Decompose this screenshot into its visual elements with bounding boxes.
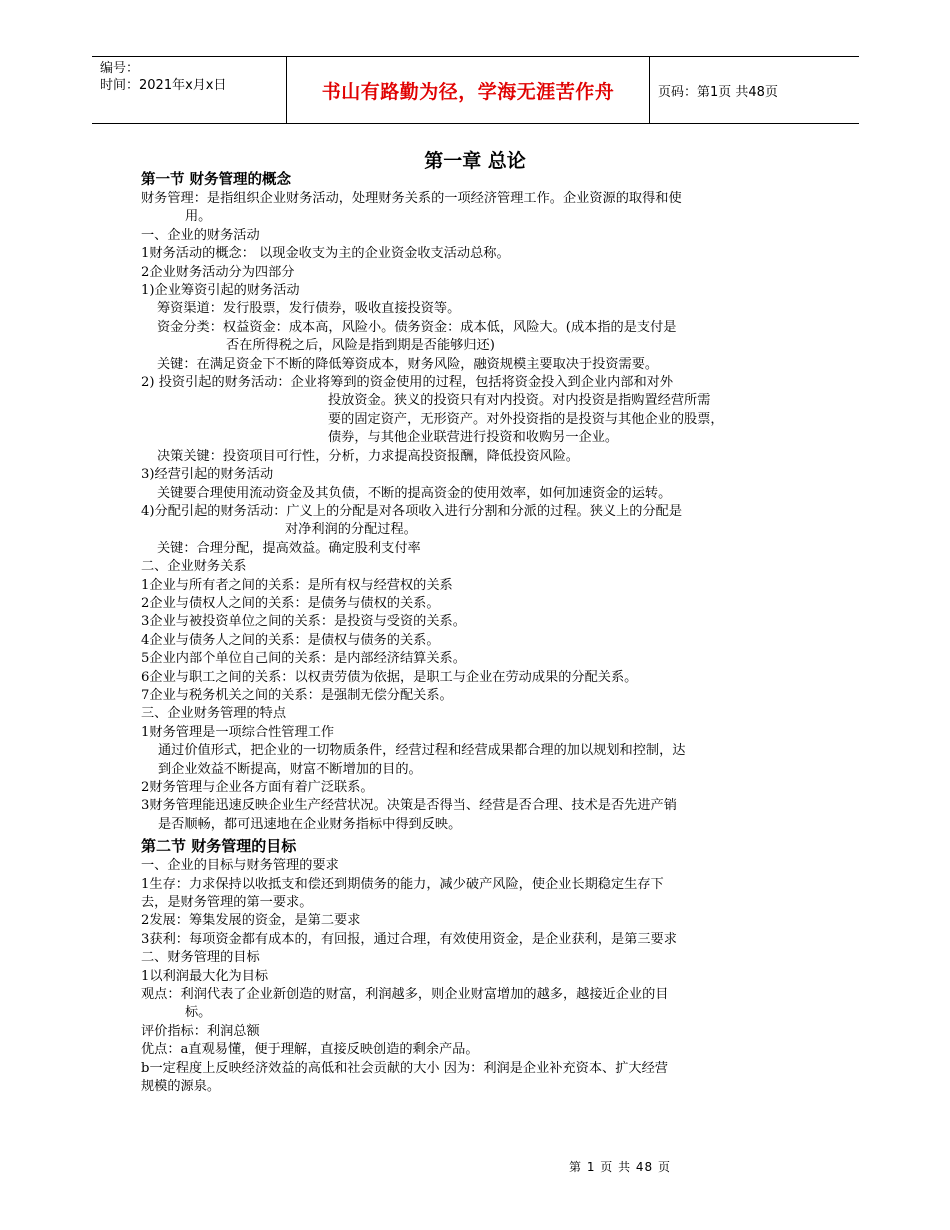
text-line: 1财务活动的概念： 以现金收支为主的企业资金收支活动总称。 <box>141 246 510 262</box>
text-line: 2发展：筹集发展的资金，是第二要求 <box>141 913 361 929</box>
text-line: 投放资金。狭义的投资只有对内投资。对内投资是指购置经营所需 <box>328 393 711 409</box>
text-line: 优点：a直观易懂，便于理解，直接反映创造的剩余产品。 <box>141 1042 479 1058</box>
page-info-text: 页码：第1页 共48页 <box>658 84 778 100</box>
text-line: 用。 <box>185 209 212 225</box>
text-line: 三、企业财务管理的特点 <box>141 706 287 722</box>
text-line: 3财务管理能迅速反映企业生产经营状况。决策是否得当、经营是否合理、技术是否先进产销 <box>141 798 677 814</box>
text-line: 决策关键：投资项目可行性，分析，力求提高投资报酬，降低投资风险。 <box>157 448 579 464</box>
text-line: 财务管理：是指组织企业财务活动，处理财务关系的一项经济管理工作。企业资源的取得和使 <box>141 191 682 206</box>
text-line: b一定程度上反映经济效益的高低和社会贡献的大小 因为：利润是企业补充资本、扩大经营 <box>141 1060 668 1076</box>
motto-text: 书山有路勤为径，学海无涯苦作舟 <box>321 80 615 103</box>
text-line: 去，是财务管理的第一要求。 <box>141 895 313 911</box>
text-line: 4企业与债务人之间的关系：是债权与债务的关系。 <box>141 632 440 648</box>
text-line: 1)企业筹资引起的财务活动 <box>141 283 300 299</box>
document-header <box>92 56 859 124</box>
header-meta <box>92 57 286 123</box>
text-line: 1以利润最大化为目标 <box>141 968 269 984</box>
text-line: 2企业与债权人之间的关系：是债务与债权的关系。 <box>141 595 440 611</box>
text-line: 关键：在满足资金下不断的降低筹资成本，财务风险，融资规模主要取决于投资需要。 <box>157 356 659 372</box>
text-line: 否在所得税之后，风险是指到期是否能够归还) <box>226 338 495 354</box>
text-line: 3企业与被投资单位之间的关系：是投资与受资的关系。 <box>141 614 466 630</box>
text-line: 资金分类：权益资金：成本高，风险小。债务资金：成本低，风险大。(成本指的是支付是 <box>157 319 677 335</box>
page-footer: 第 1 页 共 48 页 <box>569 1160 671 1174</box>
text-line: 观点：利润代表了企业新创造的财富，利润越多，则企业财富增加的越多，越接近企业的目 <box>141 987 669 1003</box>
chapter-title: 第一章 总论 <box>424 150 526 172</box>
text-line: 一、企业的财务活动 <box>141 227 260 243</box>
text-line: 2) 投资引起的财务活动：企业将筹到的资金使用的过程，包括将资金投入到企业内部和对外 <box>141 375 674 391</box>
text-line: 通过价值形式，把企业的一切物质条件，经营过程和经营成果都合理的加以规划和控制，达 <box>158 743 686 759</box>
text-line: 1企业与所有者之间的关系：是所有权与经营权的关系 <box>141 577 453 593</box>
text-line: 规模的源泉。 <box>141 1079 221 1095</box>
text-line: 对净利润的分配过程。 <box>285 522 417 538</box>
section-heading: 第二节 财务管理的目标 <box>141 837 297 856</box>
text-line: 关键：合理分配，提高效益。确定股利支付率 <box>157 540 421 556</box>
header-motto-cell <box>286 57 650 123</box>
text-line: 标。 <box>185 1005 212 1021</box>
text-line: 2企业财务活动分为四部分 <box>141 264 295 280</box>
code-label: 编号： <box>100 61 140 76</box>
text-line: 债券，与其他企业联营进行投资和收购另一企业。 <box>328 430 619 446</box>
text-line: 6企业与职工之间的关系：以权责劳债为依据，是职工与企业在劳动成果的分配关系。 <box>141 669 638 685</box>
time-label: 时间：2021年x月x日 <box>100 78 227 93</box>
text-line: 2财务管理与企业各方面有着广泛联系。 <box>141 780 374 795</box>
text-line: 二、财务管理的目标 <box>141 950 260 966</box>
text-line: 3)经营引起的财务活动 <box>141 467 274 483</box>
text-line: 3获利：每项资金都有成本的，有回报，通过合理，有效使用资金，是企业获利，是第三要求 <box>141 931 677 947</box>
header-page-info <box>650 57 859 123</box>
text-line: 到企业效益不断提高，财富不断增加的目的。 <box>158 761 422 777</box>
text-line: 5企业内部个单位自己间的关系：是内部经济结算关系。 <box>141 651 466 667</box>
text-line: 二、企业财务关系 <box>141 559 247 575</box>
text-line: 筹资渠道：发行股票，发行债券，吸收直接投资等。 <box>157 301 461 317</box>
text-line: 评价指标：利润总额 <box>141 1023 260 1039</box>
text-line: 1财务管理是一项综合性管理工作 <box>141 724 335 740</box>
section-heading: 第一节 财务管理的概念 <box>141 172 292 188</box>
text-line: 要的固定资产，无形资产。对外投资指的是投资与其他企业的股票， <box>328 411 724 427</box>
text-line: 4)分配引起的财务活动：广义上的分配是对各项收入进行分割和分派的过程。狭义上的分配是 <box>141 503 683 519</box>
text-line: 1生存：力求保持以收抵支和偿还到期债务的能力，减少破产风险，使企业长期稳定生存下 <box>141 876 664 892</box>
text-line: 一、企业的目标与财务管理的要求 <box>141 858 339 874</box>
document-body <box>141 170 813 1097</box>
text-line: 是否顺畅，都可迅速地在企业财务指标中得到反映。 <box>158 816 462 832</box>
text-line: 7企业与税务机关之间的关系：是强制无偿分配关系。 <box>141 687 453 703</box>
text-line: 关键要合理使用流动资金及其负债，不断的提高资金的使用效率，如何加速资金的运转。 <box>157 485 672 501</box>
